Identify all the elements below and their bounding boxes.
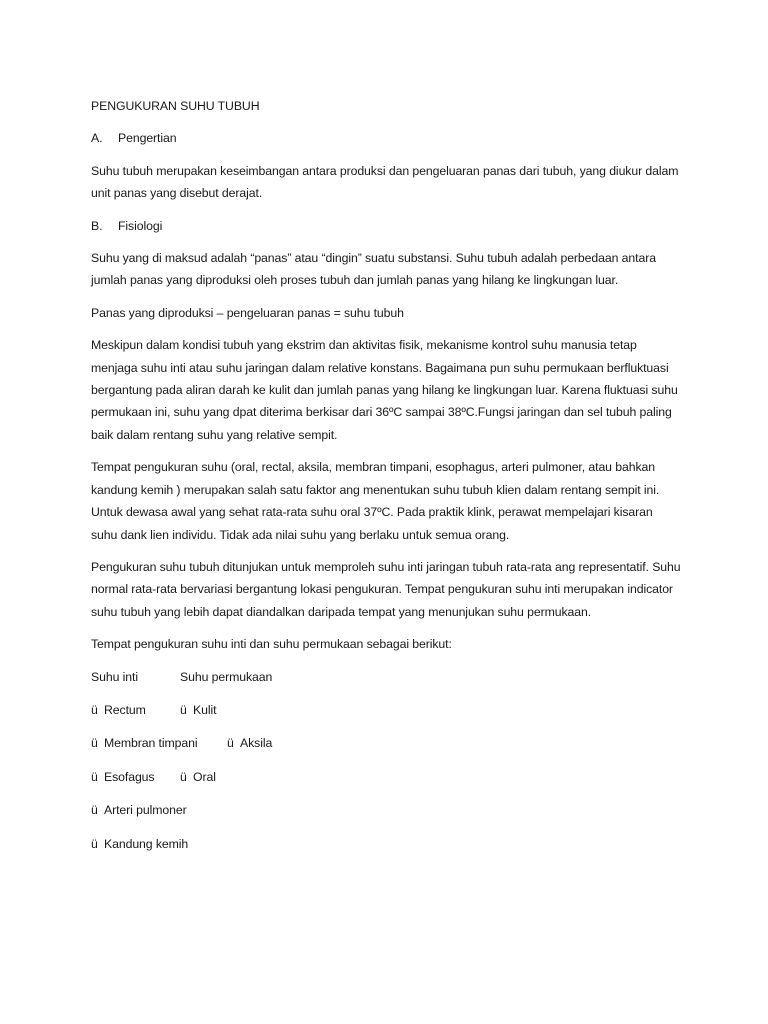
list-item-core: Rectum — [104, 702, 146, 717]
paragraph-fisiologi-1: Suhu yang di maksud adalah “panas” atau “dingin” suatu substansi. Suhu tubuh adalah perbedaan antara jumlah panas yang diproduksi oleh proses tubuh dan jumlah panas yang hilang ke lingkungan luar. — [91, 251, 656, 288]
list-item-core: Arteri pulmoner — [104, 803, 187, 818]
col-suhu-permukaan-header: Suhu permukaan — [180, 669, 273, 684]
section-b-label: Fisiologi — [118, 218, 163, 233]
list-item — [91, 699, 681, 721]
check-bullet-icon: ü — [91, 702, 98, 717]
check-bullet-icon: ü — [91, 803, 98, 818]
section-a-heading — [91, 127, 681, 149]
document-content — [91, 95, 681, 855]
check-bullet-icon: ü — [227, 736, 234, 751]
list-item-surface: Oral — [193, 769, 216, 784]
paragraph-fisiologi-3: Tempat pengukuran suhu (oral, rectal, aksila, membran timpani, esophagus, arteri pulmoner, atau bahkan kandung kemih ) merupakan salah satu faktor ang menentukan suhu tubuh klien dalam rentang sempit ini. Untuk dewasa awal yang sehat rata-rata suhu oral 37ºC. Pada praktik klink, perawat mempelajari kisaran suhu dank lien individu. Tidak ada nilai suhu yang berlaku untuk semua orang. — [91, 460, 660, 542]
paragraph-list-intro: Tempat pengukuran suhu inti dan suhu permukaan sebagai berikut: — [91, 637, 452, 652]
check-bullet-icon: ü — [180, 769, 187, 784]
col-suhu-inti-header: Suhu inti — [91, 669, 138, 684]
list-item — [91, 833, 681, 855]
paragraph-fisiologi-2: Meskipun dalam kondisi tubuh yang ekstrim dan aktivitas fisik, mekanisme kontrol suhu manusia tetap menjaga suhu inti atau suhu jaringan dalam relative konstans. Bagaimana pun suhu permukaan berfluktuasi bergantung pada aliran darah ke kulit dan jumlah panas yang hilang ke lingkungan luar. Karena fluktuasi suhu permukaan ini, suhu yang dpat diterima berkisar dari 36ºC sampai 38ºC.Fungsi jaringan dan sel tubuh paling baik dalam rentang suhu yang relative sempit. — [91, 338, 678, 442]
check-bullet-icon: ü — [91, 736, 98, 751]
section-a-marker: A. — [91, 131, 103, 146]
check-bullet-icon: ü — [91, 836, 98, 851]
paragraph-formula: Panas yang diproduksi – pengeluaran panas = suhu tubuh — [91, 305, 404, 320]
section-b-marker: B. — [91, 218, 103, 233]
check-bullet-icon: ü — [91, 769, 98, 784]
paragraph-pengertian: Suhu tubuh merupakan keseimbangan antara produksi dan pengeluaran panas dari tubuh, yang diukur dalam unit panas yang disebut derajat. — [91, 163, 679, 201]
list-header-row — [91, 666, 681, 688]
list-item-surface: Aksila — [240, 736, 273, 751]
list-item — [91, 732, 681, 754]
paragraph-fisiologi-4: Pengukuran suhu tubuh ditunjukan untuk memproleh suhu inti jaringan tubuh rata-rata ang representatif. Suhu normal rata-rata bervariasi bergantung lokasi pengukuran. Tempat pengukuran suhu inti merupakan indicator suhu tubuh yang lebih dapat diandalkan daripada tempat yang menunjukan suhu permukaan. — [91, 559, 681, 619]
list-item-core: Membran timpani — [104, 736, 198, 751]
section-b-heading — [91, 215, 681, 237]
section-a-label: Pengertian — [118, 131, 177, 146]
page-title: PENGUKURAN SUHU TUBUH — [91, 99, 260, 113]
check-bullet-icon: ü — [180, 702, 187, 717]
list-item-core: Esofagus — [104, 769, 155, 784]
list-item-surface: Kulit — [193, 702, 217, 717]
list-item — [91, 799, 681, 821]
list-item-core: Kandung kemih — [104, 836, 189, 851]
list-item — [91, 766, 681, 788]
